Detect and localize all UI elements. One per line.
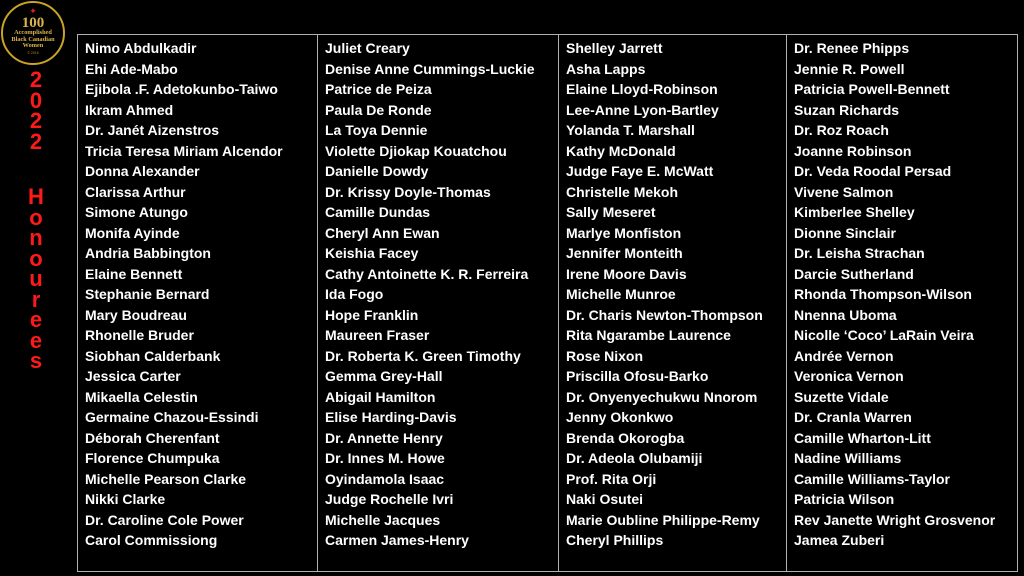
honouree-name: Yolanda T. Marshall [566,122,695,138]
honouree-name: Priscilla Ofosu-Barko [566,368,709,384]
honouree-name: Carol Commissiong [85,532,218,548]
honouree-name: Michelle Jacques [325,511,441,528]
honouree-name: Nadine Williams [794,450,902,466]
honouree-name: Nnenna Uboma [794,306,897,323]
honouree-name: Michelle Munroe [566,286,676,302]
honouree-name: Florence Chumpuka [85,450,220,466]
honouree-name: Dr. Cranla Warren [794,409,912,425]
maple-leaf-icon: ✦ [29,6,37,16]
honouree-name: Stephanie Bernard [85,286,210,302]
honourees-column-1 [78,35,318,571]
honouree-name: Asha Lapps [566,60,646,77]
logo-line-1: Accomplished [14,29,52,36]
honouree-name: Naki Osutei [566,491,644,507]
side-title-char: 2 [29,128,43,154]
honouree-name: Kimberlee Shelley [794,204,915,220]
honouree-name: Judge Faye E. McWatt [566,163,714,179]
honouree-name: Dr. Charis Newton-Thompson [566,306,763,323]
honouree-name: Cheryl Ann Ewan [325,224,440,241]
honouree-name: Dr. Veda Roodal Persad [794,163,952,179]
honouree-name: Jessica Carter [85,368,181,384]
honouree-name: Dr. Roberta K. Green Timothy [325,347,521,364]
honouree-name: Shelley Jarrett [566,40,663,56]
honouree-name: Brenda Okorogba [566,429,685,446]
honouree-name: Monifa Ayinde [85,224,180,241]
honouree-name: Dr. Annette Henry [325,429,443,446]
honouree-name: Violette Djiokap Kouatchou [325,142,507,159]
honouree-name: Elaine Bennett [85,265,183,282]
honouree-name: Marlye Monfiston [566,224,682,241]
side-title-char: r [31,286,41,312]
honouree-name: Kathy McDonald [566,142,676,159]
honouree-name: La Toya Dennie [325,122,428,138]
honouree-name: Patrice de Peiza [325,81,432,97]
side-title-char: o [29,245,43,271]
honouree-name: Patricia Powell-Bennett [794,81,950,97]
honouree-name: Ehi Ade-Mabo [85,60,178,77]
honouree-name: Judge Rochelle Ivri [325,491,454,507]
honouree-name: Elise Harding-Davis [325,409,457,425]
honouree-name: Patricia Wilson [794,491,895,507]
logo-badge [1,1,65,65]
honouree-name: Andrée Vernon [794,347,894,364]
honouree-name: Jennifer Monteith [566,245,683,261]
honouree-name: Nicolle ‘Coco’ LaRain Veira [794,327,974,343]
honouree-name: Ejibola .F. Adetokunbo-Taiwo [85,81,278,97]
honouree-name: Danielle Dowdy [325,163,429,179]
honouree-name: Clarissa Arthur [85,183,186,200]
logo-line-3: Women [22,42,44,50]
honouree-name: Dr. Roz Roach [794,122,889,138]
side-title-char: o [29,204,43,230]
side-title-char: n [29,225,43,250]
honouree-name: Jamea Zuberi [794,532,885,548]
honourees-table [77,34,1018,572]
side-title-char: u [29,266,43,291]
side-title-char: e [29,307,43,332]
honouree-name: Camille Dundas [325,204,431,220]
honouree-name: Rev Janette Wright Grosvenor [794,511,996,528]
honouree-name: Sally Meseret [566,204,656,220]
honouree-name: Andria Babbington [85,245,211,261]
side-title-char: e [29,327,43,353]
honouree-name: Elaine Lloyd-Robinson [566,81,718,97]
honouree-name: Rhonelle Bruder [85,327,194,343]
honouree-name: Dr. Adeola Olubamiji [566,450,703,466]
honouree-name: Maureen Fraser [325,327,430,343]
honouree-name: Tricia Teresa Miriam Alcendor [85,142,283,159]
honouree-name: Gemma Grey-Hall [325,368,443,384]
honouree-name: Simone Atungo [85,204,188,220]
honouree-name: Siobhan Calderbank [85,347,221,364]
honouree-name: Irene Moore Davis [566,265,687,282]
honouree-name: Dr. Leisha Strachan [794,245,925,261]
honouree-name: Dr. Krissy Doyle-Thomas [325,183,491,200]
honourees-column-3 [559,35,787,571]
honouree-name: Cathy Antoinette K. R. Ferreira [325,265,529,282]
honouree-name: Ikram Ahmed [85,101,174,118]
honourees-column-2 [318,35,559,571]
honouree-name: Michelle Pearson Clarke [85,470,247,487]
side-title-char: 2 [29,108,43,133]
honouree-name: Abigail Hamilton [325,388,436,405]
honourees-column-4 [787,35,1017,571]
honouree-name: Oyindamola Isaac [325,470,445,487]
honouree-name: Camille Wharton-Litt [794,429,931,446]
honouree-name: Ida Fogo [325,286,384,302]
honouree-name: Dr. Renee Phipps [794,40,910,56]
honouree-name: Keishia Facey [325,245,419,261]
honouree-name: Jennie R. Powell [794,60,905,77]
honouree-name: Juliet Creary [325,40,410,56]
honouree-name: Carmen James-Henry [325,532,469,548]
honouree-name: Marie Oubline Philippe-Remy [566,511,760,528]
honouree-name: Prof. Rita Orji [566,470,657,487]
honouree-name: Hope Franklin [325,306,419,323]
honouree-name: Donna Alexander [85,163,200,179]
side-title [23,67,49,373]
honouree-name: Suzette Vidale [794,388,889,405]
honouree-name: Dr. Innes M. Howe [325,450,445,466]
side-title-char: 0 [29,87,43,113]
logo-number: 100 [21,15,45,31]
honouree-name: Déborah Cherenfant [85,429,220,446]
side-title-char: s [29,348,43,373]
honouree-name: Nikki Clarke [85,491,166,507]
logo-line-2: Black Canadian [11,35,55,43]
honouree-name: Joanne Robinson [794,142,912,159]
honouree-name: Camille Williams-Taylor [794,470,950,487]
honouree-name: Denise Anne Cummings-Luckie [325,60,535,77]
honouree-name: Germaine Chazou-Essindi [85,409,259,425]
side-title-char: H [28,184,44,209]
honouree-name: Mikaella Celestin [85,388,198,405]
honouree-name: Dr. Onyenyechukwu Nnorom [566,388,758,405]
logo-since: © 2016 [27,50,39,55]
honouree-name: Rhonda Thompson-Wilson [794,286,972,302]
honouree-name: Nimo Abdulkadir [85,40,197,56]
honouree-name: Paula De Ronde [325,101,432,118]
honouree-name: Jenny Okonkwo [566,409,674,425]
side-title-char: 2 [29,67,43,92]
honouree-name: Rose Nixon [566,347,644,364]
honouree-name: Cheryl Phillips [566,532,664,548]
honouree-name: Suzan Richards [794,101,900,118]
honouree-name: Lee-Anne Lyon-Bartley [566,101,719,118]
honouree-name: Vivene Salmon [794,183,894,200]
honouree-name: Christelle Mekoh [566,183,679,200]
honouree-name: Rita Ngarambe Laurence [566,327,731,343]
honouree-name: Dionne Sinclair [794,224,896,241]
honouree-name: Darcie Sutherland [794,265,914,282]
honouree-name: Dr. Janét Aizenstros [85,122,220,138]
honouree-name: Veronica Vernon [794,368,904,384]
honouree-name: Mary Boudreau [85,306,187,323]
honouree-name: Dr. Caroline Cole Power [85,511,244,528]
